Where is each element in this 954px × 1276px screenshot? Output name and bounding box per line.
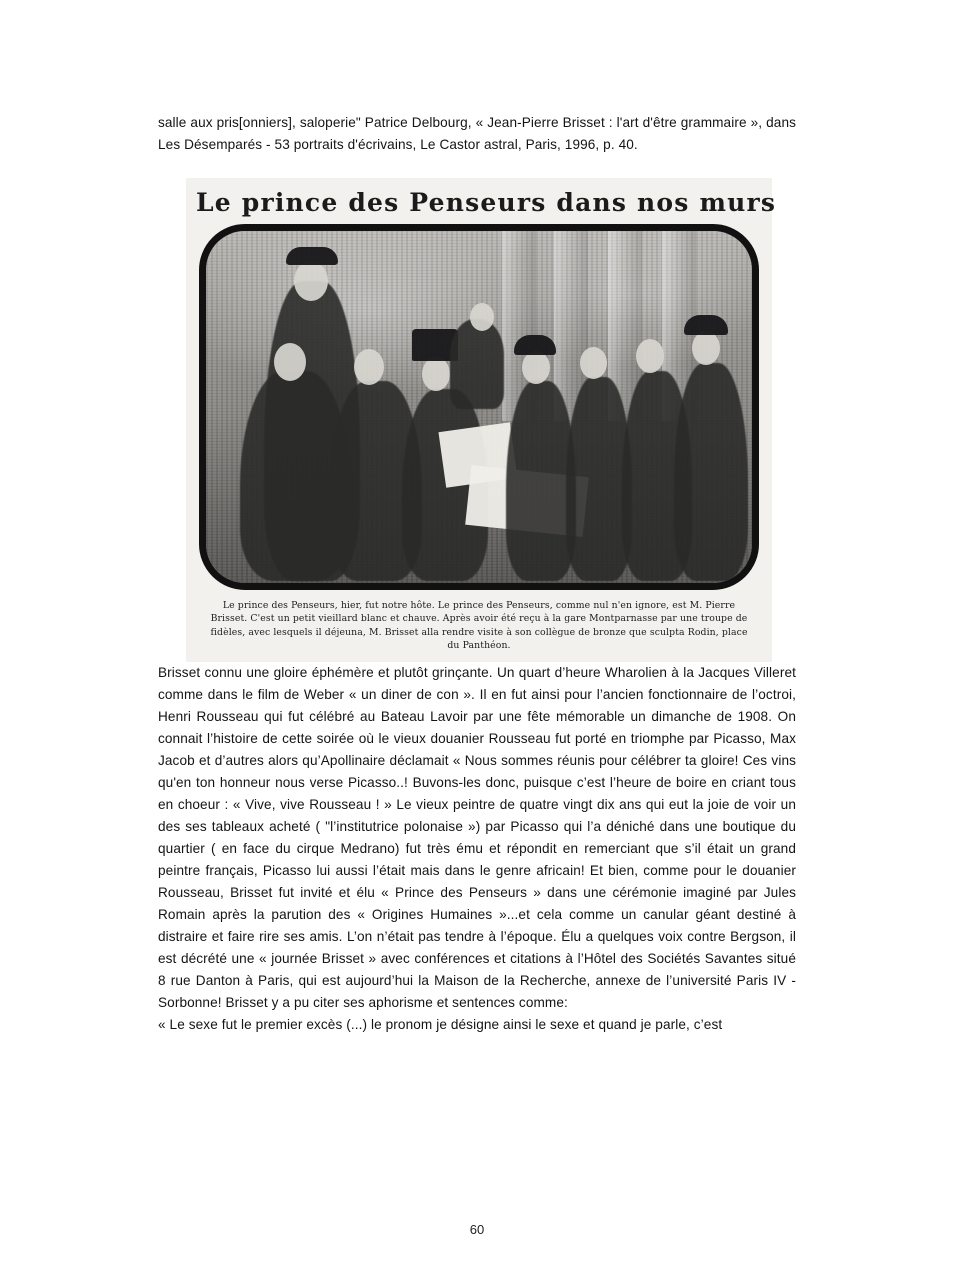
clipping-body [186,178,777,662]
paragraph-main: Brisset connu une gloire éphémère et plutôt grinçante. Un quart d’heure Wharolien à la Jacques Villeret comme dans le film de Weber « un diner de con ». Il en fut ainsi pour l’ancien fonctionnaire de l’octroi, Henri Rousseau qui fut célébré au Bateau Lavoir par une fête mémorable un dimanche de 1908. On connait l’histoire de cette soirée où le vieux douanier Rousseau fut porté en triomphe par Picasso, Max Jacob et d’autres alors qu’Apollinaire déclamait « Nous sommes réunis pour célébrer ta gloire! Ces vins qu'en ton honneur nous verse Picasso..! Buvons-les donc, puisque c’est l’heure de boire en criant tous en choeur : « Vive, vive Rousseau ! » Le vieux peintre de quatre vingt dix ans qui eut la joie de voir un des ses tableaux acheté ( "l’institutrice polonaise ») par Picasso qui l’a déniché dans une boutique du quartier ( en face du cirque Medrano) fut très ému et répondit en remerciant que s’il était un grand peintre français, Picasso lui aussi l’était mais dans le genre africain! Et bien, comme pour le douanier Rousseau, Brisset fut invité et élu « Prince des Penseurs » dans une cérémonie imaginé par Jules Romain après la parution des « Origines Humaines »...et cela comme un canular géant destiné à distraire et faire rire ses amis. L’on n’était pas tendre à l’époque. Élu a quelques voix contre Bergson, il est décrété une « journée Brisset » avec conférences et citations à l’Hôtel des Sociétés Savantes situé 8 rue Danton à Paris, qui est aujourd’hui la Maison de la Recherche, annexe de l’université Paris IV - Sorbonne! Brisset y a pu citer ses aphorisme et sentences comme: [158,665,796,1011]
figure-newspaper-clipping [186,178,777,662]
clipping-caption: Le prince des Penseurs, hier, fut notre hôte. Le prince des Penseurs, comme nul n'en ignore, est M. Pierre Brisset. C'est un petit vieillard blanc et chauve. Après avoir été reçu à la gare Montparnasse par une troupe de fidèles, avec lesquels il déjeuna, M. Brisset alla rendre visite à son collègue de bronze que sculpta Rodin, place du Panthéon. [210,600,748,651]
paragraph-top: salle aux pris[onniers], saloperie" Patrice Delbourg, « Jean-Pierre Brisset : l'art d'être grammaire », dans Les Désemparés - 53 portraits d'écrivains, Le Castor astral, Paris, 1996, p. 40. [158,115,796,153]
page-number: 60 [469,1222,485,1237]
paragraph-quote: « Le sexe fut le premier excès (...) le pronom je désigne ainsi le sexe et quand je parle, c’est [158,1017,723,1033]
clipping-photo [199,224,759,590]
photo-figures [206,231,752,583]
page-content [158,112,796,1036]
clipping-headline: Le prince des Penseurs dans nos murs [196,188,777,218]
